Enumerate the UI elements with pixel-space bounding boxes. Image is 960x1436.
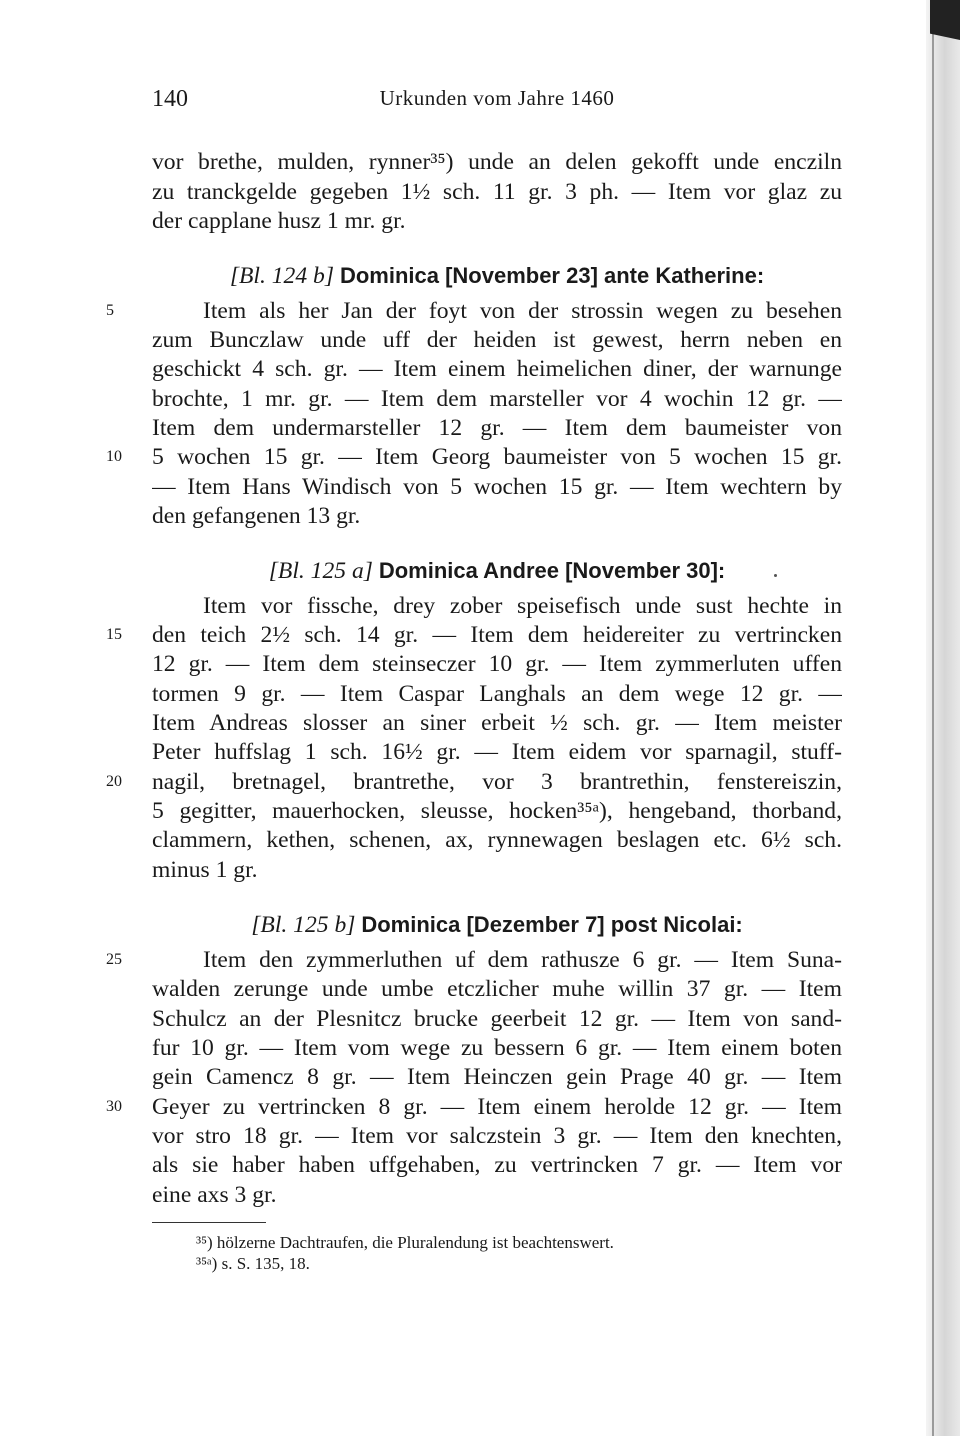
running-head: Urkunden vom Jahre 1460: [379, 86, 615, 110]
text-line: Schulcz an der Plesnitcz brucke geerbeit 12 gr. — Item von sand-: [152, 1006, 842, 1032]
page-corner-mark: [930, 0, 960, 40]
text-line: den gefangenen 13 gr.: [152, 503, 361, 529]
line-number: 25: [106, 951, 122, 968]
page-header: [152, 86, 842, 120]
text-line: Item den zymmerluthen uf dem rathusze 6 gr. — Item Suna-: [203, 947, 842, 973]
footnote: ³⁵ᵃ) s. S. 135, 18.: [196, 1254, 310, 1273]
text-line: 5 wochen 15 gr. — Item Georg baumeister von 5 wochen 15 gr.: [152, 444, 842, 470]
section-heading: [152, 261, 842, 291]
text-line: Item Andreas slosser an siner erbeit ½ sch. gr. — Item meister: [152, 710, 842, 736]
text-line: vor stro 18 gr. — Item vor salczstein 3 gr. — Item den knechten,: [152, 1123, 842, 1149]
folio-reference: [Bl. 125 b]: [251, 912, 356, 938]
text-line: Item als her Jan der foyt von der strossin wegen zu besehen: [203, 298, 842, 324]
text-line: clammern, kethen, schenen, ax, rynnewagen beslagen etc. 6½ sch.: [152, 827, 842, 853]
section-title: Dominica [November 23] ante Katherine:: [339, 263, 765, 288]
section-title: Dominica Andree [November 30]:: [378, 558, 726, 583]
line-number: 15: [106, 626, 122, 643]
text-line: als sie haber haben uffgehaben, zu vertrincken 7 gr. — Item vor: [152, 1152, 842, 1178]
folio-reference: [Bl. 124 b]: [229, 263, 335, 289]
text-line: den teich 2½ sch. 14 gr. — Item dem heidereiter zu vertrincken: [152, 622, 842, 648]
text-line: nagil, bretnagel, brantrethe, vor 3 brantrethin, fenstereiszin,: [152, 769, 842, 795]
text-line: brochte, 1 mr. gr. — Item dem marsteller vor 4 wochin 12 gr. —: [152, 386, 842, 412]
text-line: 5 gegitter, mauerhocken, sleusse, hocken³⁵ᵃ), hengeband, thorband,: [152, 798, 842, 824]
text-line: Item dem undermarsteller 12 gr. — Item dem baumeister von: [152, 415, 842, 441]
text-line: gein Camencz 8 gr. — Item Heinczen gein Prage 40 gr. — Item: [152, 1064, 842, 1090]
text-line: 12 gr. — Item dem steinseczer 10 gr. — Item zymmerluten uffen: [152, 651, 842, 677]
text-line: der capplane husz 1 mr. gr.: [152, 208, 406, 234]
speck: [774, 574, 777, 577]
text-line: eine axs 3 gr.: [152, 1182, 277, 1208]
text-line: fur 10 gr. — Item vom wege zu bessern 6 gr. — Item einem boten: [152, 1035, 842, 1061]
line-number: 20: [106, 773, 122, 790]
folio-reference: [Bl. 125 a]: [268, 558, 373, 584]
section-heading: [152, 556, 842, 586]
text-line: Peter huffslag 1 sch. 16½ gr. — Item eidem vor sparnagil, stuff-: [152, 739, 842, 765]
page-number: 140: [152, 86, 188, 112]
text-line: walden zerunge unde umbe etczlicher muhe willin 37 gr. — Item: [152, 976, 842, 1002]
section-title: Dominica [Dezember 7] post Nicolai:: [361, 912, 743, 937]
text-line: zu tranckgelde gegeben 1½ sch. 11 gr. 3 ph. — Item vor glaz zu: [152, 179, 842, 205]
text-line: Item vor fissche, drey zober speisefisch unde sust hechte in: [203, 593, 842, 619]
text-line: minus 1 gr.: [152, 857, 258, 883]
footnote-rule: [152, 1222, 266, 1223]
text-line: tormen 9 gr. — Item Caspar Langhals an dem wege 12 gr. —: [152, 681, 842, 707]
line-number: 30: [106, 1098, 122, 1115]
text-line: Geyer zu vertrincken 8 gr. — Item einem herolde 12 gr. — Item: [152, 1094, 842, 1120]
footnote: ³⁵) hölzerne Dachtraufen, die Pluralendung ist beachtenswert.: [196, 1233, 614, 1252]
text-line: geschickt 4 sch. gr. — Item einem heimelichen diner, der warnunge: [152, 356, 842, 382]
line-number: 5: [106, 302, 114, 319]
line-number: 10: [106, 448, 122, 465]
text-line: vor brethe, mulden, rynner³⁵) unde an delen gekofft unde encziln: [152, 149, 842, 175]
text-line: — Item Hans Windisch von 5 wochen 15 gr. — Item wechtern by: [152, 474, 842, 500]
text-line: zum Bunczlaw unde uff der heiden ist gewest, herrn neben en: [152, 327, 842, 353]
page-edge-line: [932, 0, 934, 1436]
section-heading: [152, 910, 842, 940]
